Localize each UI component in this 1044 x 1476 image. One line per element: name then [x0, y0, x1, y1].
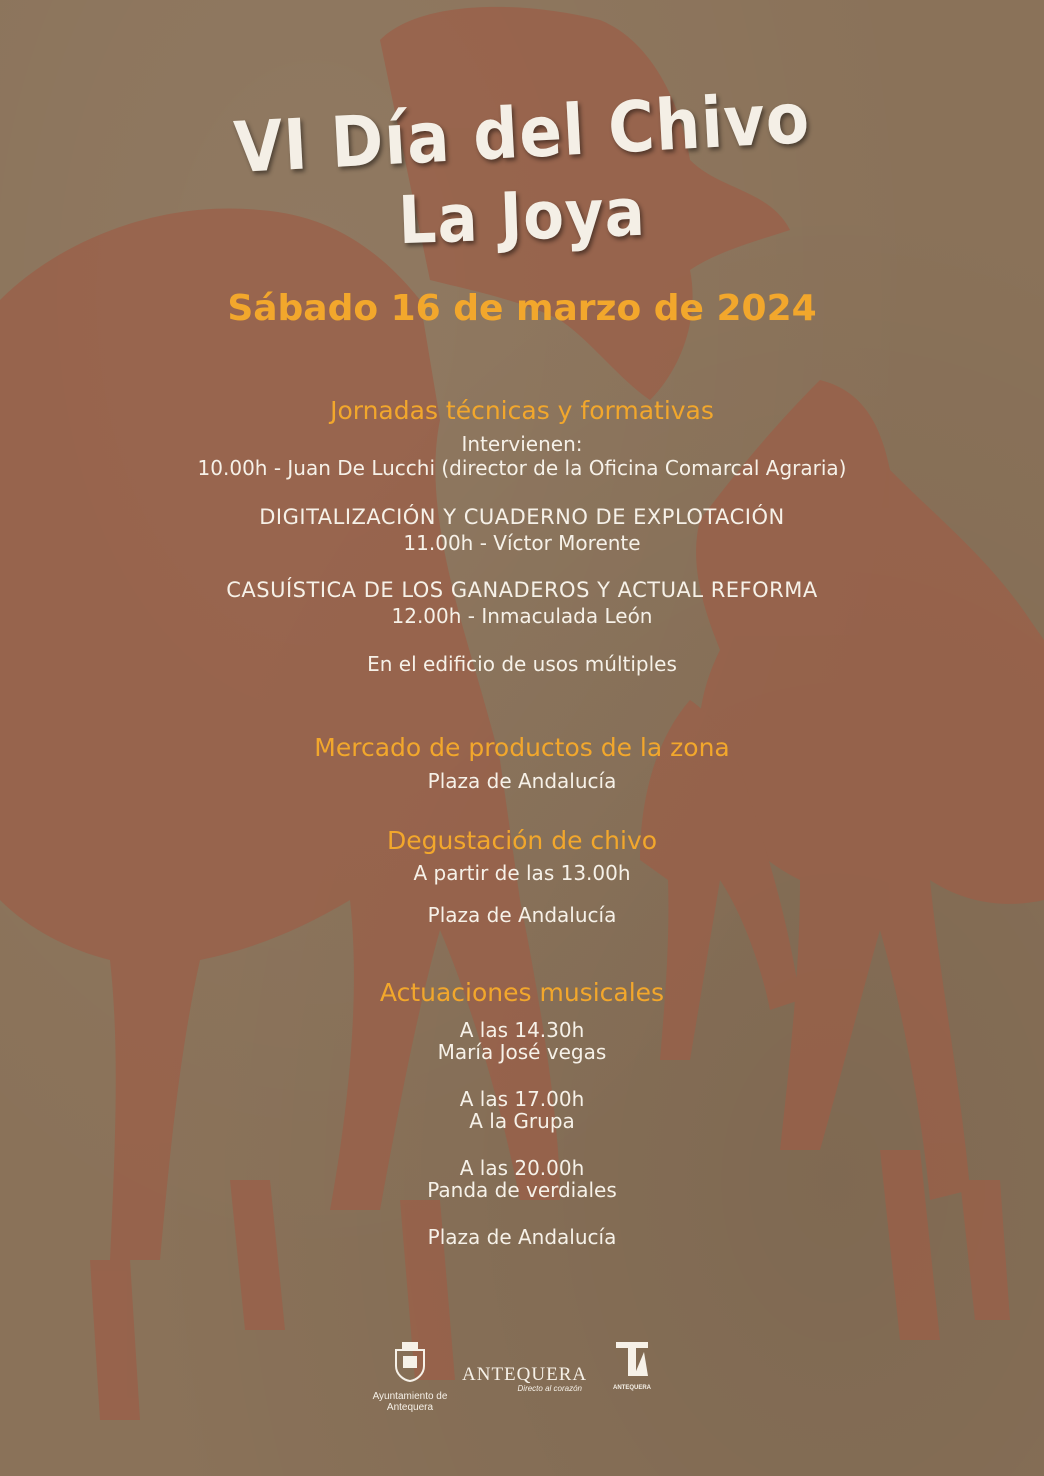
- actuaciones-heading: Actuaciones musicales: [379, 978, 665, 1007]
- event-date: Sábado 16 de marzo de 2024: [227, 288, 817, 329]
- antequera-tagline: Directo al corazón: [517, 1384, 582, 1393]
- jornadas-topic-3: CASUÍSTICA DE LOS GANADEROS Y ACTUAL REFORMA: [226, 578, 818, 602]
- degustacion-location: Plaza de Andalucía: [427, 903, 617, 927]
- coat-of-arms-icon: [393, 1340, 427, 1382]
- actuaciones-location: Plaza de Andalucía: [427, 1225, 617, 1249]
- sponsor-logos: [0, 1340, 1044, 1460]
- ayuntamiento-label: Ayuntamiento de Antequera: [372, 1391, 448, 1413]
- jornadas-intervienen: Intervienen:: [461, 432, 583, 456]
- ayuntamiento-logo: [370, 1340, 450, 1413]
- actuacion-time: A las 20.00h: [459, 1156, 585, 1180]
- mercado-heading: Mercado de productos de la zona: [314, 733, 730, 762]
- jornadas-speaker-2: 11.00h - Víctor Morente: [403, 531, 641, 555]
- jornadas-topic-2: DIGITALIZACIÓN Y CUADERNO DE EXPLOTACIÓN: [259, 505, 785, 529]
- jornadas-speaker-1: 10.00h - Juan De Lucchi (director de la Oficina Comarcal Agraria): [197, 456, 847, 480]
- actuacion-artist: María José vegas: [437, 1040, 607, 1064]
- degustacion-heading: Degustación de chivo: [386, 826, 658, 855]
- actuacion-time: A las 14.30h: [459, 1018, 585, 1042]
- antequera-name: ANTEQUERA: [462, 1364, 588, 1385]
- third-logo-label: ANTEQUERA: [612, 1385, 651, 1391]
- degustacion-time: A partir de las 13.00h: [413, 861, 631, 885]
- antequera-logo: [462, 1364, 588, 1393]
- event-subtitle: La Joya: [397, 173, 647, 260]
- ta-emblem-icon: [614, 1340, 650, 1380]
- event-title: VI Día del Chivo: [231, 76, 813, 190]
- jornadas-speaker-3: 12.00h - Inmaculada León: [391, 604, 653, 628]
- jornadas-location: En el edificio de usos múltiples: [367, 652, 677, 676]
- actuacion-artist: Panda de verdiales: [427, 1178, 617, 1202]
- mercado-location: Plaza de Andalucía: [427, 769, 617, 793]
- actuacion-artist: A la Grupa: [469, 1109, 575, 1133]
- third-logo: [604, 1340, 660, 1392]
- actuacion-time: A las 17.00h: [459, 1087, 585, 1111]
- jornadas-heading: Jornadas técnicas y formativas: [330, 396, 714, 425]
